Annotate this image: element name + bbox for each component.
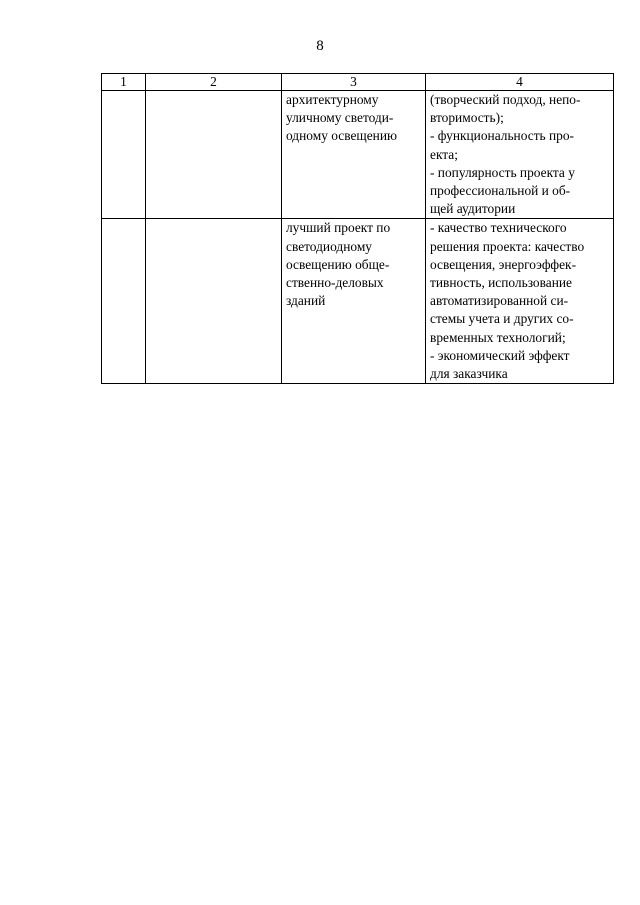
- table-cell-criteria: [426, 91, 614, 219]
- table-cell-col1: [102, 219, 146, 384]
- column-header-4: 4: [426, 74, 614, 91]
- criteria-text: - качество технического решения проекта: качество освещения, энергоэффек- тивность, использование автоматизированной си- стемы учета и других со- временных технологий; - экономический эффект для заказчика: [430, 220, 585, 382]
- table-cell-col2: [146, 91, 282, 219]
- table-cell-nomination: [282, 219, 426, 384]
- table-row: [102, 91, 614, 219]
- table-cell-nomination: [282, 91, 426, 219]
- column-header-3: 3: [282, 74, 426, 91]
- table-header-row: [102, 74, 614, 91]
- table-cell-col2: [146, 219, 282, 384]
- column-header-1: 1: [102, 74, 146, 91]
- column-header-2: 2: [146, 74, 282, 91]
- table-row: [102, 219, 614, 384]
- nomination-text: лучший проект по светодиодному освещению обще- ственно-деловых зданий: [286, 220, 391, 309]
- table-cell-criteria: [426, 219, 614, 384]
- page-number: 8: [316, 38, 324, 54]
- criteria-table: [101, 73, 614, 384]
- nomination-text: архитектурному уличному светоди- одному освещению: [286, 92, 397, 144]
- criteria-text: (творческий подход, непо- вторимость); - функциональность про- екта; - популярность проекта у профессиональной и об- щей аудитории: [430, 92, 581, 217]
- table-cell-col1: [102, 91, 146, 219]
